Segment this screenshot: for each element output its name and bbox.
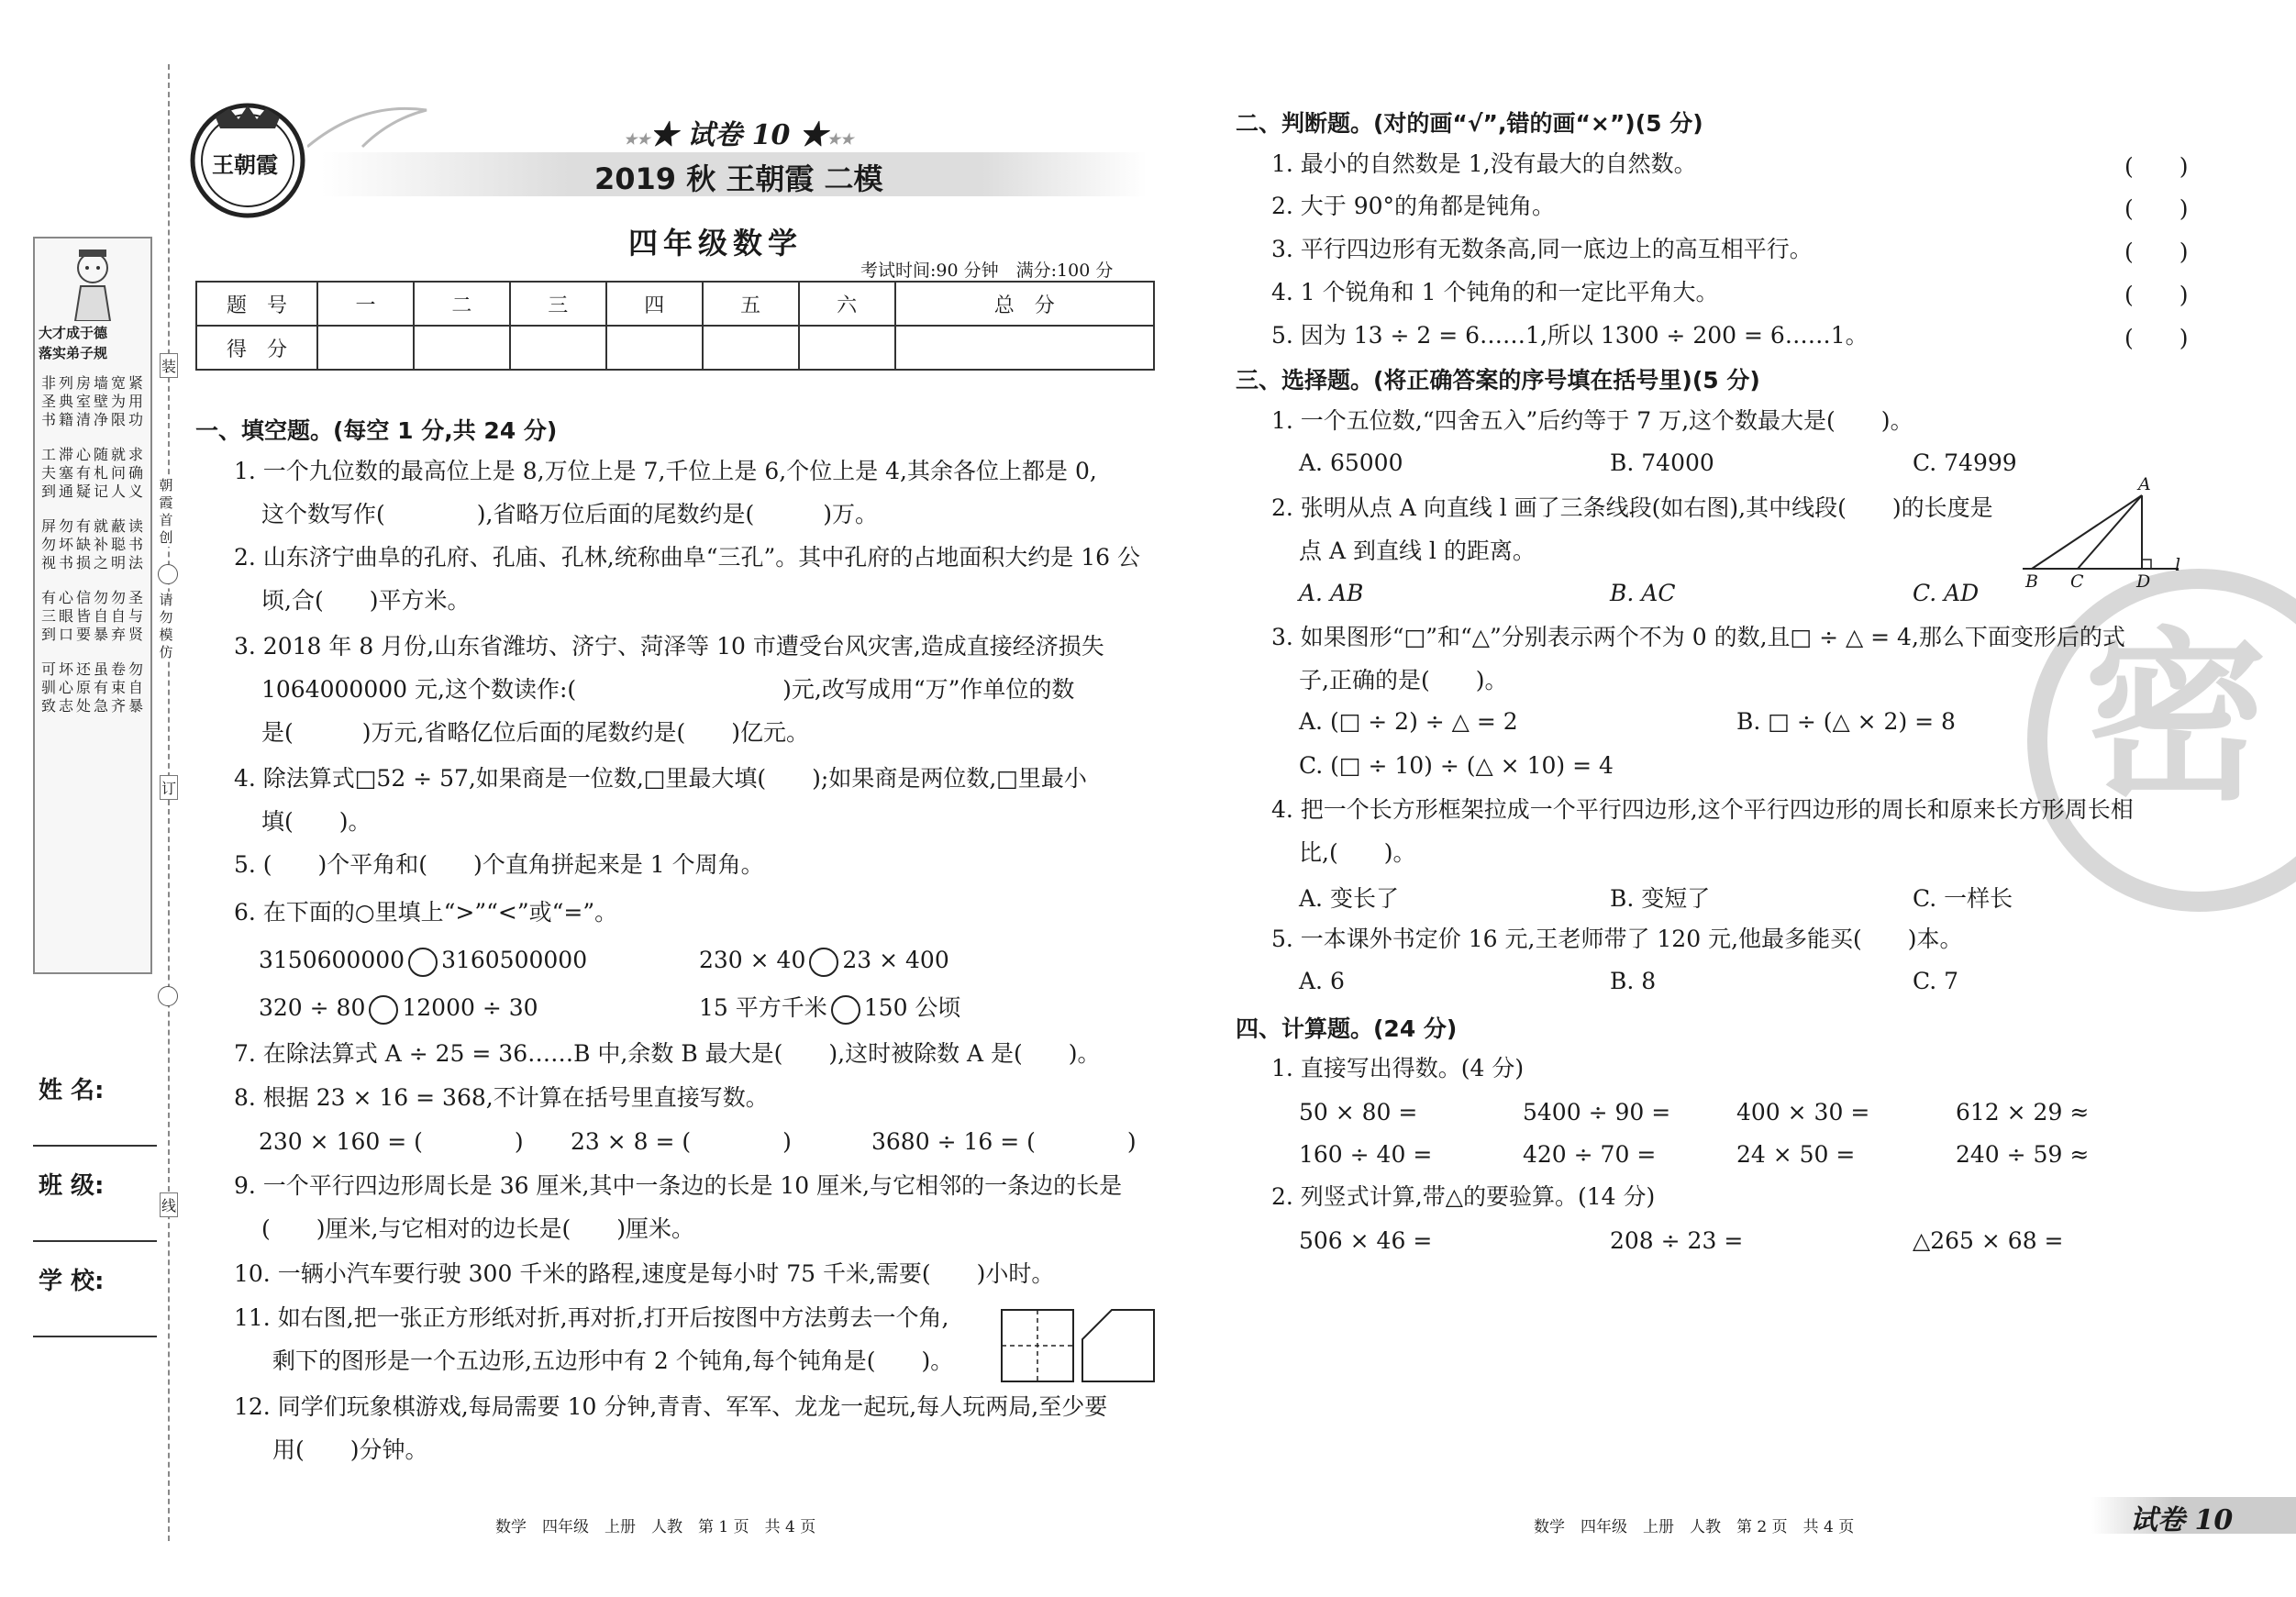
choice-q: 子,正确的是( )。 [1299, 667, 1508, 693]
calc-sub-2: 2. 列竖式计算,带△的要验算。(14 分) [1271, 1183, 1656, 1210]
motto-column: 勿 坏 书 [58, 517, 73, 571]
option[interactable]: C. 7 [1913, 968, 1959, 994]
footer-left: 数学 四年级 上册 人教 第 1 页 共 4 页 [495, 1518, 816, 1536]
folded-paper-figure [1000, 1308, 1156, 1383]
q-line: 是( )万元,省略亿位后面的尾数约是( )亿元。 [261, 719, 809, 746]
q-line: 这个数写作( ),省略万位后面的尾数约是( )万。 [261, 501, 878, 527]
compare-circle[interactable] [809, 948, 838, 977]
choice-q: 比,( )。 [1299, 839, 1416, 866]
motto-column: 虽 有 急 [93, 660, 108, 715]
choice-q: 点 A 到直线 l 的距离。 [1299, 538, 1536, 564]
binding-text-1: 装 [160, 353, 178, 378]
calc-sub-1: 1. 直接写出得数。(4 分) [1271, 1055, 1525, 1081]
q-line: 顷,合( )平方米。 [261, 587, 471, 614]
q-line: 3. 2018 年 8 月份,山东省潍坊、济宁、菏泽等 10 市遭受台风灾害,造成直接经济损失 [234, 633, 1104, 660]
choice-q: 1. 一个五位数,“四舍五入”后约等于 7 万,这个数最大是( )。 [1271, 407, 1913, 434]
motto-column: 紧 用 功 [128, 374, 143, 428]
seal-char: 密 [2084, 612, 2268, 826]
q6-left-2: 230 × 40 [699, 947, 806, 973]
logo-emblem [188, 101, 307, 220]
option[interactable]: A. AB [1299, 580, 1364, 606]
option[interactable]: C. 一样长 [1913, 885, 2013, 912]
score-input-cell[interactable] [414, 326, 510, 370]
choice-q: 3. 如果图形“□”和“△”分别表示两个不为 0 的数,且□ ÷ △ = 4,那么下面变形后的式 [1271, 624, 2125, 650]
motto-column: 勿 自 弃 [110, 589, 126, 643]
class-label: 班 级: [39, 1172, 105, 1200]
option[interactable]: C. 74999 [1913, 449, 2017, 476]
judge-answer[interactable]: ( ) [2124, 282, 2189, 308]
judge-item: 3. 平行四边形有无数条高,同一底边上的高互相平行。 [1271, 236, 1813, 262]
motto-column: 读 书 法 [128, 517, 143, 571]
motto-column: 坏 心 志 [58, 660, 73, 715]
judge-answer[interactable]: ( ) [2124, 325, 2189, 351]
option[interactable]: A. 6 [1299, 968, 1345, 994]
motto-column: 信 皆 要 [75, 589, 91, 643]
compare-circle[interactable] [831, 995, 860, 1025]
binding-circle-2 [158, 986, 178, 1006]
motto-column: 心 有 疑 [75, 446, 91, 500]
q-line: 2. 山东济宁曲阜的孔府、孔庙、孔林,统称曲阜“三孔”。其中孔府的占地面积大约是 16 公 [234, 544, 1141, 571]
fig-label-C: C [2070, 571, 2084, 592]
score-cell: 题 号 [196, 282, 317, 326]
motto-column: 圣 与 贤 [128, 589, 143, 643]
motto-top-2: 落实弟子规 [39, 345, 108, 361]
q6-right-3: 12000 ÷ 30 [402, 994, 538, 1021]
option[interactable]: B. AC [1610, 580, 1676, 606]
calc-item: 506 × 46 = [1299, 1227, 1433, 1254]
option[interactable]: A. (□ ÷ 2) ÷ △ = 2 [1299, 708, 1518, 735]
score-header-row [196, 282, 1154, 326]
motto-column: 就 问 人 [110, 446, 126, 500]
score-cell: 四 [606, 282, 703, 326]
judge-answer[interactable]: ( ) [2124, 238, 2189, 265]
calc-item: 240 ÷ 59 ≈ [1956, 1141, 2090, 1168]
q6-right-4: 150 公顷 [863, 994, 961, 1021]
calc-item: 208 ÷ 23 = [1610, 1227, 1744, 1254]
motto-column: 随 札 记 [93, 446, 108, 500]
choice-q: 2. 张明从点 A 向直线 l 画了三条线段(如右图),其中线段( )的长度是 [1271, 494, 1993, 521]
footer-right: 数学 四年级 上册 人教 第 2 页 共 4 页 [1534, 1518, 1855, 1536]
motto-column: 有 三 到 [40, 589, 56, 643]
score-table [195, 281, 1155, 371]
q-line: 用( )分钟。 [272, 1436, 428, 1463]
motto-column: 工 夫 到 [40, 446, 56, 500]
q-line: 7. 在除法算式 A ÷ 25 = 36……B 中,余数 B 最大是( ),这时被除数 A 是( )。 [234, 1040, 1101, 1067]
q8-item: 23 × 8 = ( ) [571, 1128, 792, 1155]
q6-compare-row-3 [259, 993, 538, 1025]
q8-item: 230 × 160 = ( ) [259, 1128, 524, 1155]
choice-q: 4. 把一个长方形框架拉成一个平行四边形,这个平行四边形的周长和原来长方形周长相 [1271, 796, 2134, 823]
motto-column: 还 原 处 [75, 660, 91, 715]
q-line: 6. 在下面的○里填上“>”“<”或“=”。 [234, 899, 618, 926]
motto-column: 宽 为 限 [110, 374, 126, 428]
option[interactable]: B. 74000 [1610, 449, 1714, 476]
motto-column: 非 圣 书 [40, 374, 56, 428]
choice-q: 5. 一本课外书定价 16 元,王老师带了 120 元,他最多能买( )本。 [1271, 926, 1963, 952]
q-line: 11. 如右图,把一张正方形纸对折,再对折,打开后按图中方法剪去一个角, [234, 1304, 949, 1331]
binding-text-4: 订 [160, 775, 178, 800]
option[interactable]: B. □ ÷ (△ × 2) = 8 [1736, 708, 1956, 735]
motto-column: 屏 勿 视 [40, 517, 56, 571]
motto-column: 就 补 之 [93, 517, 108, 571]
calc-item: 420 ÷ 70 = [1523, 1141, 1657, 1168]
subject-title: 四年级数学 [628, 226, 804, 261]
calc-item: 5400 ÷ 90 = [1523, 1099, 1671, 1126]
option[interactable]: B. 8 [1610, 968, 1657, 994]
fig-label-A: A [2138, 474, 2151, 494]
line-distance-figure [2023, 474, 2188, 592]
score-cell: 得 分 [196, 326, 317, 370]
part1-heading: 一、填空题。(每空 1 分,共 24 分) [195, 417, 558, 444]
motto-column: 滞 塞 通 [58, 446, 73, 500]
q6-left-3: 320 ÷ 80 [259, 994, 366, 1021]
option[interactable]: A. 变长了 [1299, 885, 1399, 912]
score-input-cell[interactable] [510, 326, 606, 370]
judge-item: 4. 1 个锐角和 1 个钝角的和一定比平角大。 [1271, 279, 1719, 305]
class-line[interactable] [33, 1240, 157, 1242]
q6-compare-row-1 [259, 945, 587, 977]
calc-item: 24 × 50 = [1736, 1141, 1856, 1168]
q-line: 1064000000 元,这个数读作:( )元,改写成用“万”作单位的数 [261, 676, 1075, 703]
calc-item: 50 × 80 = [1299, 1099, 1418, 1126]
q-line: 5. ( )个平角和( )个直角拼起来是 1 个周角。 [234, 851, 764, 878]
q-line: 12. 同学们玩象棋游戏,每局需要 10 分钟,青青、军军、龙龙一起玩,每人玩两局,至少要 [234, 1393, 1108, 1420]
part4-heading: 四、计算题。(24 分) [1236, 1015, 1458, 1042]
calc-item: 400 × 30 = [1736, 1099, 1870, 1126]
q-line: 8. 根据 23 × 16 = 368,不计算在括号里直接写数。 [234, 1084, 769, 1111]
fig-label-D: D [2136, 571, 2151, 592]
option[interactable]: C. AD [1913, 580, 1980, 606]
motto-column: 卷 束 齐 [110, 660, 126, 715]
score-cell: 五 [703, 282, 799, 326]
judge-item: 1. 最小的自然数是 1,没有最大的自然数。 [1271, 150, 1697, 177]
q6-right-1: 3160500000 [441, 947, 588, 973]
name-line[interactable] [33, 1145, 157, 1147]
name-label: 姓 名: [39, 1077, 105, 1104]
motto-column: 勿 自 暴 [93, 589, 108, 643]
ribbon-decoration [307, 101, 436, 156]
binding-text-5: 线 [160, 1192, 178, 1217]
q6-compare-row-2 [699, 945, 949, 977]
calc-item: 612 × 29 ≈ [1956, 1099, 2090, 1126]
part2-heading: 二、判断题。(对的画“√”,错的画“×”)(5 分) [1236, 110, 1703, 137]
binding-circle-1 [158, 564, 178, 584]
motto-column: 有 缺 损 [75, 517, 91, 571]
logo-text: 王朝霞 [212, 151, 278, 178]
q-line: 剩下的图形是一个五边形,五边形中有 2 个钝角,每个钝角是( )。 [272, 1347, 954, 1374]
q-line: 1. 一个九位数的最高位上是 8,万位上是 7,千位上是 6,个位上是 4,其余各位上都是 0, [234, 458, 1097, 484]
motto-column: 列 典 籍 [58, 374, 73, 428]
score-input-cell[interactable] [799, 326, 895, 370]
score-value-row [196, 326, 1154, 370]
score-cell: 一 [317, 282, 414, 326]
motto-column: 求 确 义 [128, 446, 143, 500]
motto-column: 心 眼 口 [58, 589, 73, 643]
q6-right-2: 23 × 400 [842, 947, 949, 973]
part3-heading: 三、选择题。(将正确答案的序号填在括号里)(5 分) [1236, 367, 1760, 394]
score-input-cell[interactable] [703, 326, 799, 370]
q-line: 10. 一辆小汽车要行驶 300 千米的路程,速度是每小时 75 千米,需要( )小时。 [234, 1260, 1055, 1287]
score-input-cell[interactable] [606, 326, 703, 370]
q6-left-1: 3150600000 [259, 947, 405, 973]
footer-tag: 试卷 10 [2130, 1504, 2234, 1536]
judge-answer[interactable]: ( ) [2124, 195, 2189, 222]
confidential-seal [2027, 569, 2296, 912]
fig-label-l: l [2175, 555, 2181, 575]
q-line: 4. 除法算式□52 ÷ 57,如果商是一位数,□里最大填( );如果商是两位数,□里最小 [234, 765, 1087, 792]
exam-info: 考试时间:90 分钟 满分:100 分 [860, 261, 1114, 281]
school-line[interactable] [33, 1336, 157, 1337]
score-input-cell[interactable] [895, 326, 1154, 370]
option[interactable]: B. 变短了 [1610, 885, 1711, 912]
score-cell: 二 [414, 282, 510, 326]
motto-column: 蔽 聪 明 [110, 517, 126, 571]
option[interactable]: C. (□ ÷ 10) ÷ (△ × 10) = 4 [1299, 752, 1614, 779]
judge-item: 2. 大于 90°的角都是钝角。 [1271, 193, 1556, 219]
fig-label-B: B [2025, 571, 2038, 592]
compare-circle[interactable] [369, 995, 398, 1025]
calc-item: 160 ÷ 40 = [1299, 1141, 1433, 1168]
q6-compare-row-4 [699, 993, 960, 1025]
motto-column: 墙 壁 净 [93, 374, 108, 428]
judge-item: 5. 因为 13 ÷ 2 = 6……1,所以 1300 ÷ 200 = 6……1。 [1271, 322, 1869, 349]
score-cell: 六 [799, 282, 895, 326]
motto-column: 勿 自 暴 [128, 660, 143, 715]
binding-text-3: 请 勿 模 仿 [156, 592, 176, 661]
motto-column: 房 室 清 [75, 374, 91, 428]
motto-top-1: 大才成于德 [39, 325, 108, 341]
calc-item: △265 × 68 = [1913, 1227, 2064, 1254]
motto-column: 可 驯 致 [40, 660, 56, 715]
score-input-cell[interactable] [317, 326, 414, 370]
paper-number: ★★★ 试卷 10 ★★★ [624, 119, 854, 151]
cartoon-figure [62, 248, 123, 321]
exam-title: 2019 秋 王朝霞 二模 [594, 161, 883, 196]
option[interactable]: A. 65000 [1299, 449, 1403, 476]
motto-panel [33, 237, 152, 974]
school-label: 学 校: [39, 1268, 105, 1295]
q-line: ( )厘米,与它相对的边长是( )厘米。 [261, 1215, 694, 1242]
binding-dashed-line [168, 64, 170, 1541]
score-cell: 三 [510, 282, 606, 326]
q-line: 9. 一个平行四边形周长是 36 厘米,其中一条边的长是 10 厘米,与它相邻的一条边的长是 [234, 1172, 1123, 1199]
score-cell: 总 分 [895, 282, 1154, 326]
q6-left-4: 15 平方千米 [699, 994, 827, 1021]
binding-text-2: 朝 霞 首 创 [156, 477, 176, 547]
q-line: 填( )。 [261, 808, 372, 835]
compare-circle[interactable] [408, 948, 438, 977]
judge-answer[interactable]: ( ) [2124, 153, 2189, 180]
q8-item: 3680 ÷ 16 = ( ) [871, 1128, 1137, 1155]
